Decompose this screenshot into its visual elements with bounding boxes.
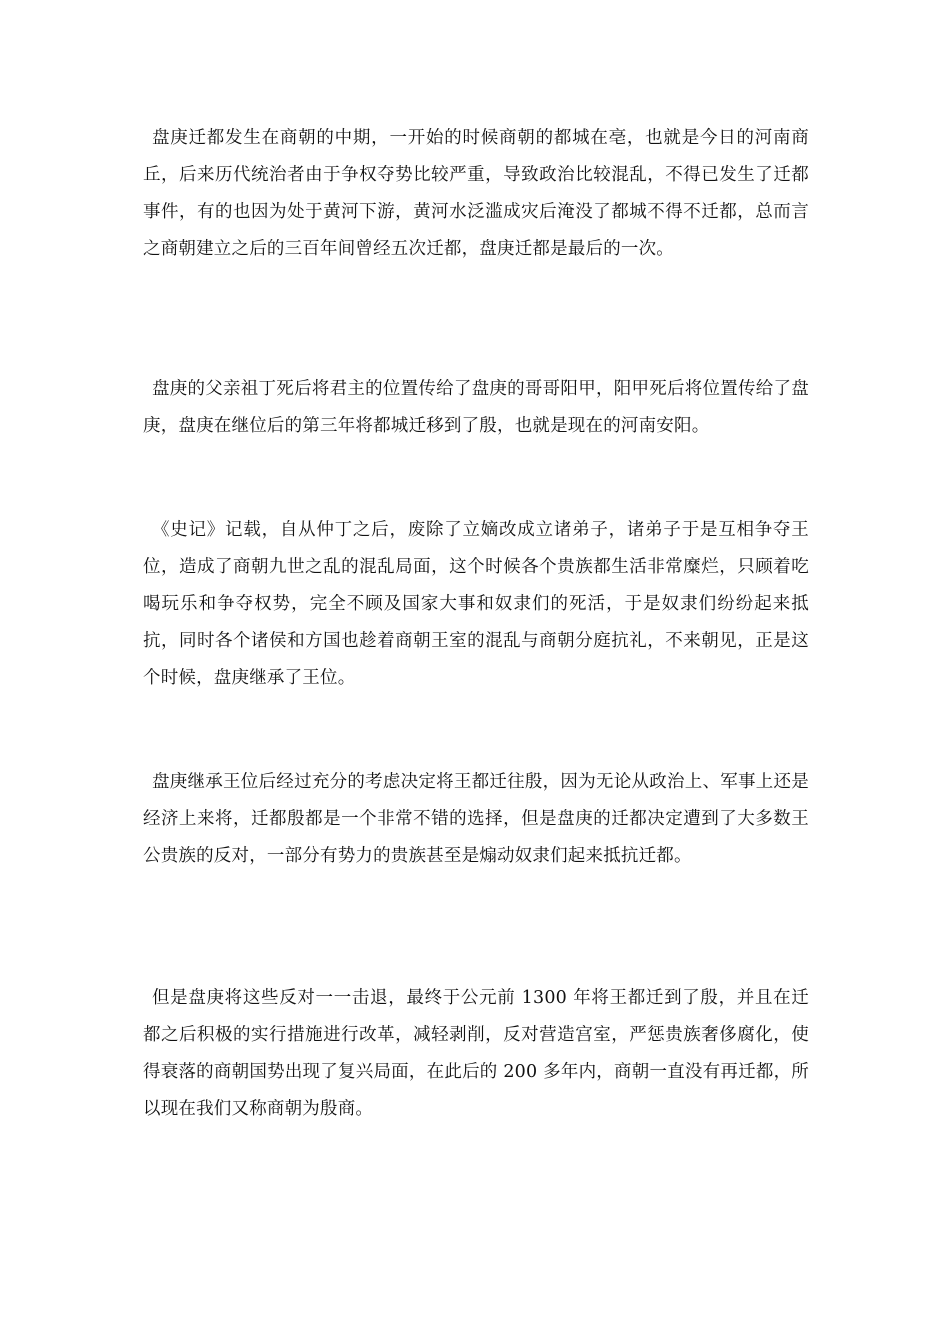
paragraph-2: 盘庚的父亲祖丁死后将君主的位置传给了盘庚的哥哥阳甲，阳甲死后将位置传给了盘庚，盘庚在继位后的第三年将都城迁移到了殷，也就是现在的河南安阳。 [143,379,809,436]
paragraph-1: 盘庚迁都发生在商朝的中期，一开始的时候商朝的都城在亳，也就是今日的河南商丘，后来历代统治者由于争权夺势比较严重，导致政治比较混乱，不得已发生了迁都事件，有的也因为处于黄河下游，黄河水泛滥成灾后淹没了都城不得不迁都，总而言之商朝建立之后的三百年间曾经五次迁都，盘庚迁都是最后的一次。 [143,128,809,259]
paragraph-4: 盘庚继承王位后经过充分的考虑决定将王都迁往殷，因为无论从政治上、军事上还是经济上来将，迁都殷都是一个非常不错的选择，但是盘庚的迁都决定遭到了大多数王公贵族的反对，一部分有势力的贵族甚至是煽动奴隶们起来抵抗迁都。 [143,772,809,866]
paragraph-3: 《史记》记载，自从仲丁之后，废除了立嫡改成立诸弟子，诸弟子于是互相争夺王位，造成了商朝九世之乱的混乱局面，这个时候各个贵族都生活非常糜烂，只顾着吃喝玩乐和争夺权势，完全不顾及国家大事和奴隶们的死活，于是奴隶们纷纷起来抵抗，同时各个诸侯和方国也趁着商朝王室的混乱与商朝分庭抗礼，不来朝见，正是这个时候，盘庚继承了王位。 [143,520,809,688]
paragraph-5: 但是盘庚将这些反对一一击退，最终于公元前 1300 年将王都迁到了殷，并且在迁都之后积极的实行措施进行改革，减轻剥削，反对营造宫室，严惩贵族奢侈腐化，使得衰落的商朝国势出现了复兴局面，在此后的 200 多年内，商朝一直没有再迁都，所以现在我们又称商朝为殷商。 [143,988,809,1119]
